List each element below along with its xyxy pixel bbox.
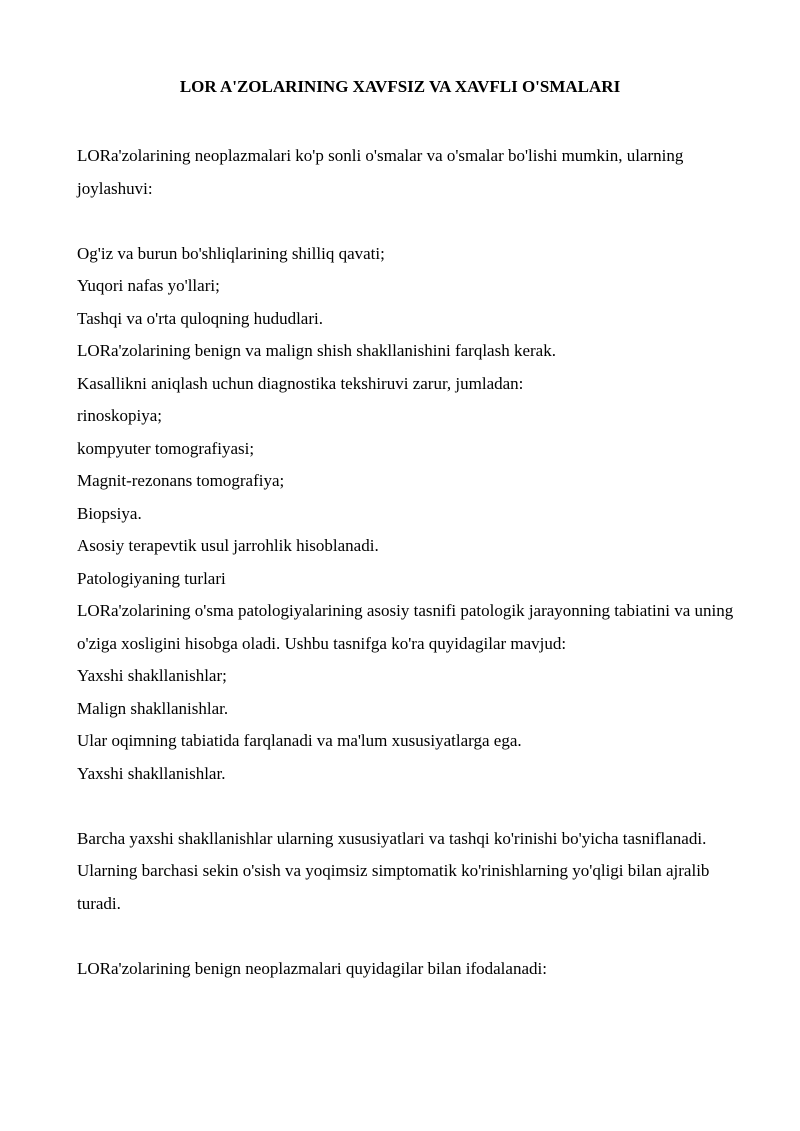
paragraph-line: Og'iz va burun bo'shliqlarining shilliq qavati; — [77, 243, 385, 263]
paragraph-line: Biopsiya. — [77, 503, 142, 523]
paragraph-line: Yaxshi shakllanishlar; — [77, 666, 227, 685]
paragraph-line: Ular oqimning tabiatida farqlanadi va ma'lum xususiyatlarga ega. — [77, 731, 522, 750]
paragraph-line: Tashqi va o'rta quloqning hududlari. — [77, 308, 323, 328]
paragraph-line: Malign shakllanishlar. — [77, 698, 229, 718]
paragraph-line: Patologiyaning turlari — [77, 568, 226, 588]
paragraph-line: kompyuter tomografiyasi; — [77, 438, 255, 458]
paragraph-benign-description: Barcha yaxshi shakllanishlar ularning xususiyatlari va tashqi ko'rinishi bo'yicha tasniflanadi. Ularning barchasi sekin o'sish va yoqimsiz simptomatik ko'rinishlarning yo'qligi bilan ajralib turadi. — [77, 828, 710, 913]
paragraph-spacer — [77, 920, 737, 953]
paragraph-line: Yuqori nafas yo'llari; — [77, 276, 220, 295]
paragraph-line: rinoskopiya; — [77, 406, 162, 425]
paragraph-line: LORa'zolarining benign neoplazmalari quyidagilar bilan ifodalanadi: — [77, 958, 547, 978]
paragraph-line: Kasallikni aniqlash uchun diagnostika tekshiruvi zarur, jumladan: — [77, 373, 524, 393]
paragraph-line: Asosiy terapevtik usul jarrohlik hisoblanadi. — [77, 536, 379, 555]
paragraph-spacer — [77, 205, 737, 238]
paragraph-classification: LORa'zolarining o'sma patologiyalarining asosiy tasnifi patologik jarayonning tabiatini va uning o'ziga xosligini hisobga oladi. Ushbu tasnifga ko'ra quyidagilar mavjud: — [77, 601, 734, 653]
paragraph-line: Magnit-rezonans tomografiya; — [77, 471, 285, 490]
document-body — [77, 140, 737, 985]
document-title: LOR A'ZOLARINING XAVFSIZ VA XAVFLI O'SMALARI — [179, 77, 621, 96]
paragraph-spacer — [77, 790, 737, 823]
paragraph-intro: LORa'zolarining neoplazmalari ko'p sonli o'smalar va o'smalar bo'lishi mumkin, ularning joylashuvi: — [77, 146, 684, 198]
paragraph-line: LORa'zolarining benign va malign shish shakllanishini farqlash kerak. — [77, 341, 556, 360]
paragraph-line: Yaxshi shakllanishlar. — [77, 763, 226, 783]
